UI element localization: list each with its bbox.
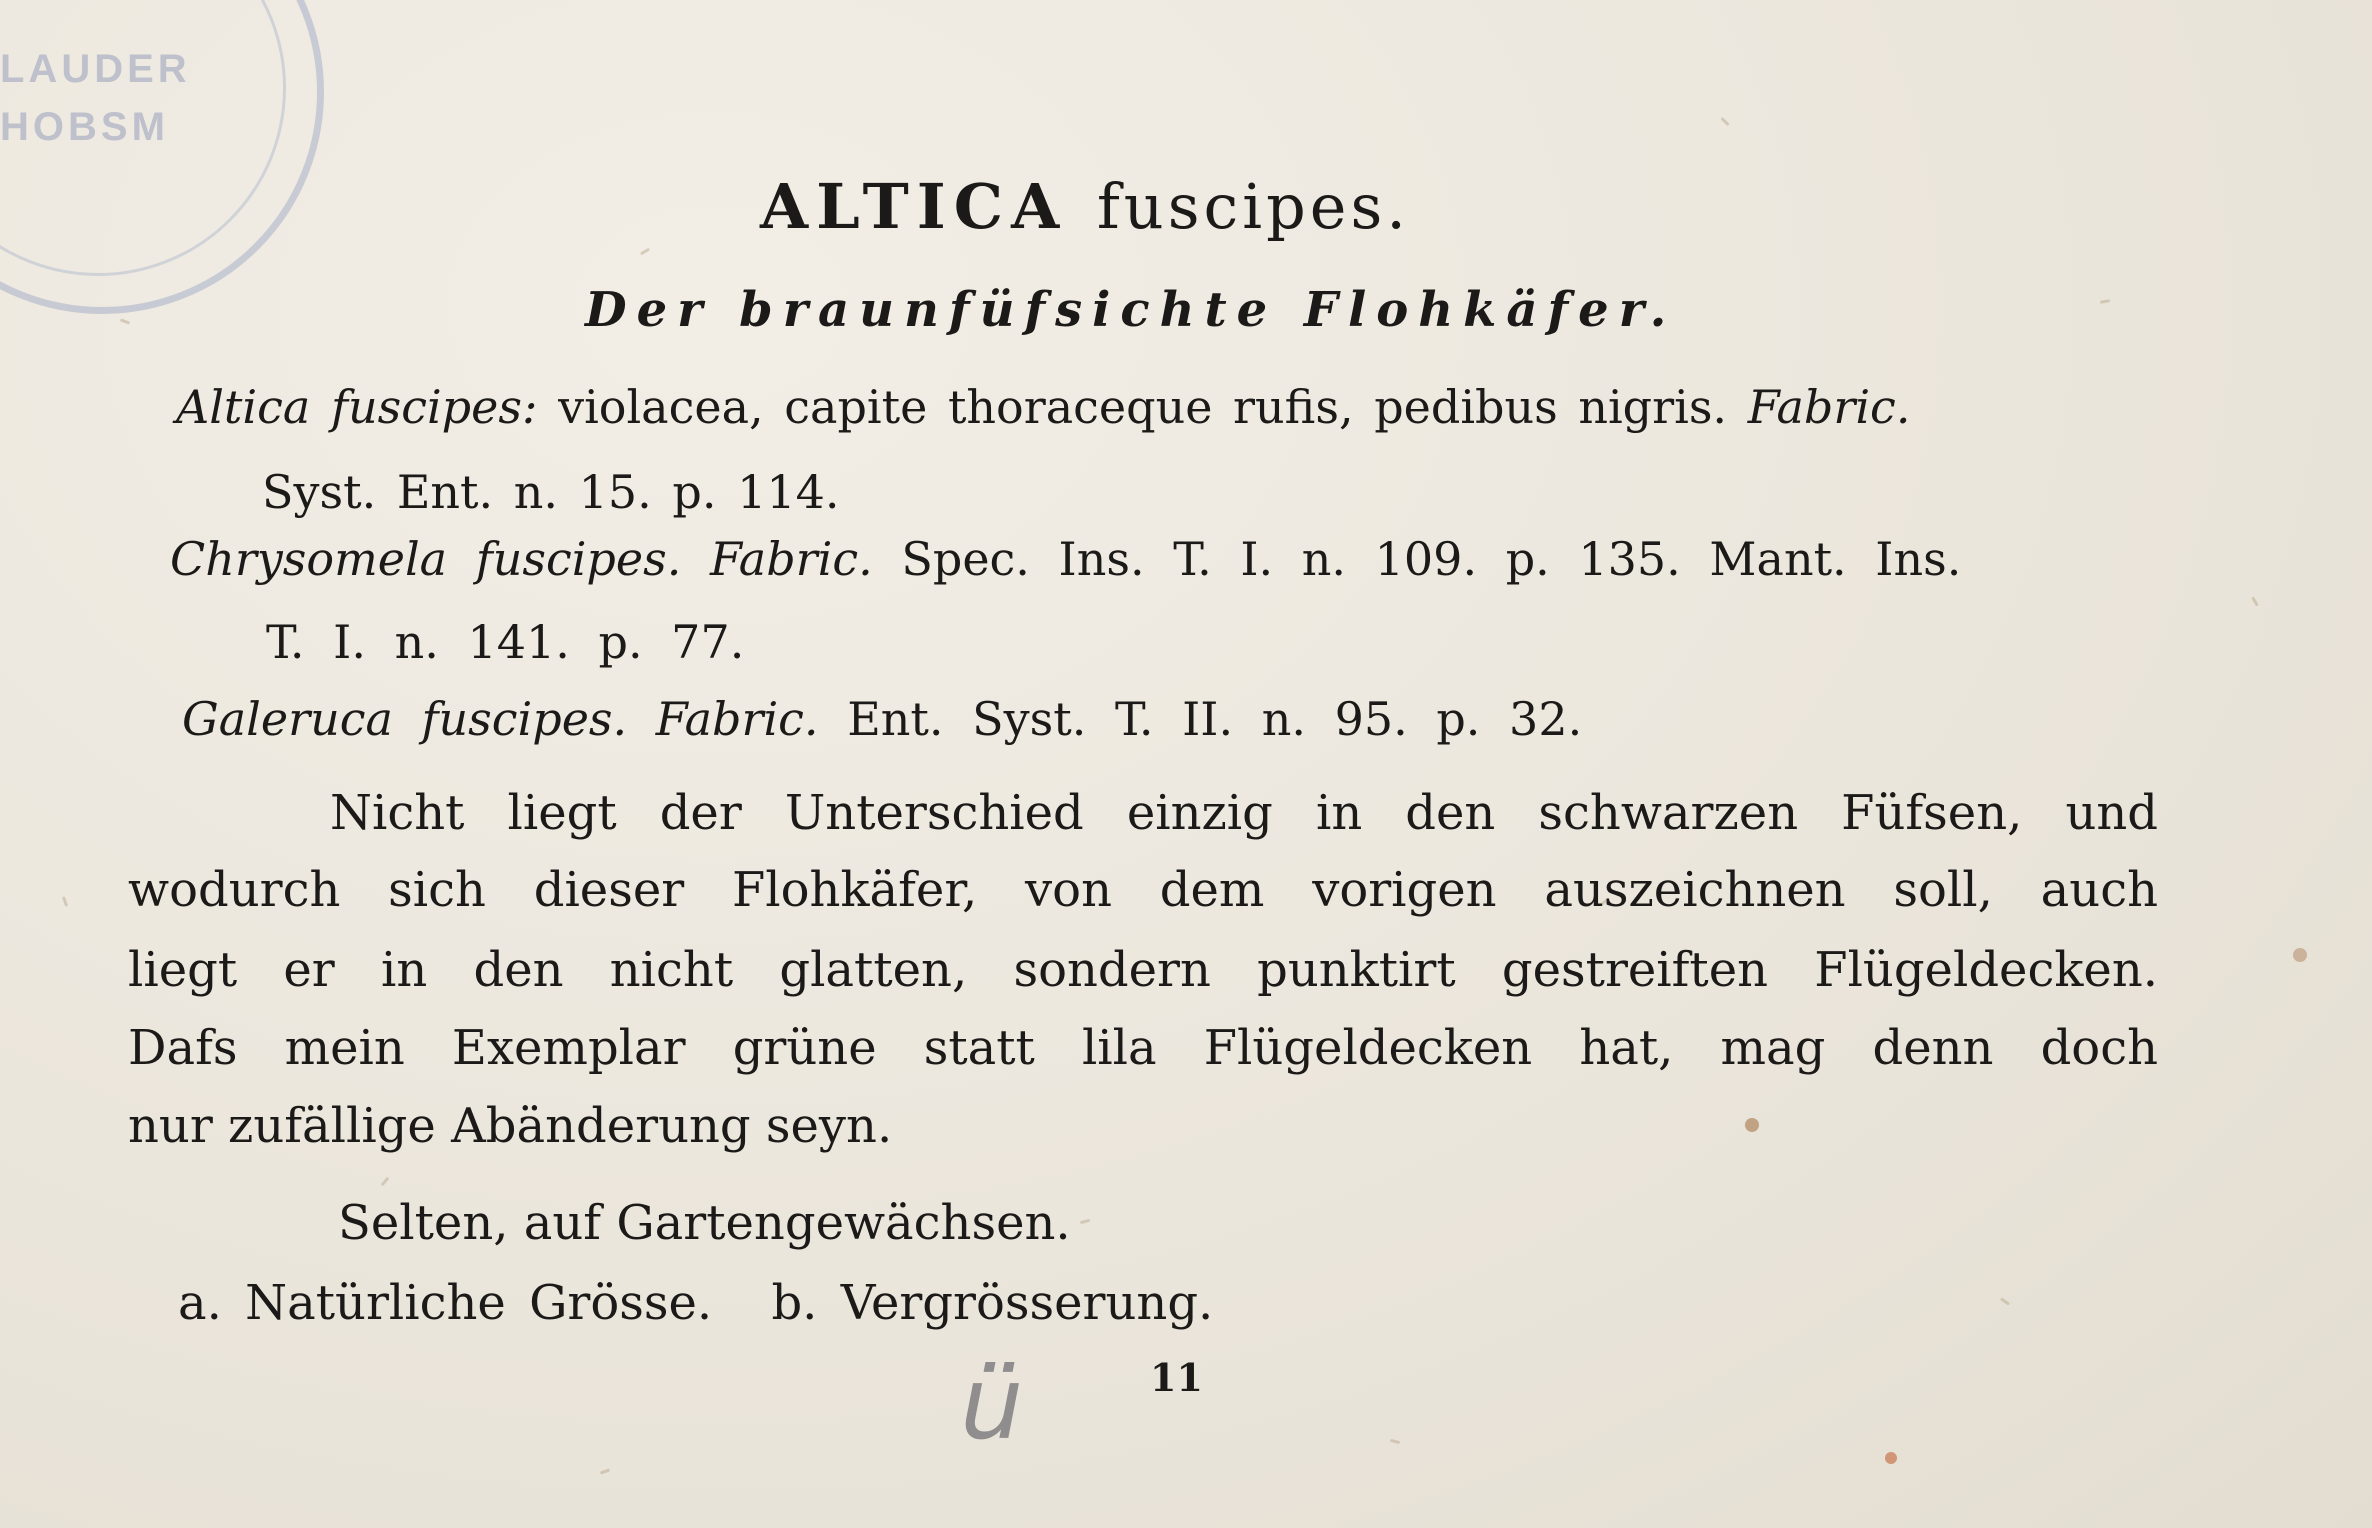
figure-legend [178,1275,1213,1331]
synonym-1-continuation: Syst. Ent. n. 15. p. 114. [262,465,840,519]
synonym-2 [170,532,1961,586]
paper-fleck [120,318,130,324]
description-line-4: Dafs mein Exemplar grüne statt lila Flügeldecken hat, mag denn doch [128,1020,2158,1076]
paper-fleck [1390,1439,1400,1444]
paper-fleck [2251,596,2259,606]
description-line-2: wodurch sich dieser Flohkäfer, von dem vorigen auszeichnen soll, auch [128,862,2158,918]
synonym-1-text: violacea, capite thoraceque rufis, pedibus nigris. [558,380,1728,434]
title-genus: ALTICA [760,170,1068,243]
synonym-3-text: Ent. Syst. T. II. n. 95. p. 32. [847,692,1583,746]
paper-fleck [2100,299,2110,304]
foxing-spot [1745,1118,1759,1132]
synonym-3-ref: Fabric. [655,692,819,746]
paper-fleck [1080,1219,1090,1224]
description-line-3: liegt er in den nicht glatten, sondern punktirt gestreiften Flügeldecken. [128,942,2158,998]
paper-fleck [62,896,68,906]
synonym-3 [182,692,1582,746]
legend-magnification: b. Vergrösserung. [771,1275,1214,1331]
legend-natural-size: a. Natürliche Grösse. [178,1275,713,1331]
foxing-spot [2293,948,2307,962]
foxing-spot [1885,1452,1897,1464]
synonym-2-text: Spec. Ins. T. I. n. 109. p. 135. Mant. Ins. [901,532,1962,586]
synonym-1-ref: Fabric. [1747,380,1911,434]
paper-fleck [600,1468,610,1474]
pencil-annotation: ü [960,1345,1024,1462]
synonym-1 [176,380,1910,434]
paper-fleck [2000,1297,2010,1305]
common-name: Der braunfüfsichte Flohkäfer. [585,282,1677,338]
description-line-1: Nicht liegt der Unterschied einzig in den schwarzen Füfsen, und [330,785,2158,841]
page-title [760,170,1410,243]
habitat-note: Selten, auf Gartengewächsen. [338,1195,1071,1251]
description-line-5: nur zufällige Abänderung seyn. [128,1098,893,1154]
paper-fleck [1720,117,1729,126]
synonym-2-name: Chrysomela fuscipes. [170,532,682,586]
synonym-1-name: Altica fuscipes: [176,380,538,434]
paper-fleck [640,248,650,256]
paper-fleck [381,1177,390,1187]
synonym-2-continuation: T. I. n. 141. p. 77. [266,615,745,669]
synonym-3-name: Galeruca fuscipes. [182,692,628,746]
library-stamp-text: LAUDER HOBSM [0,47,191,149]
synonym-2-ref: Fabric. [709,532,873,586]
page-number: 11 [1150,1355,1203,1400]
title-species: fuscipes. [1096,170,1410,243]
